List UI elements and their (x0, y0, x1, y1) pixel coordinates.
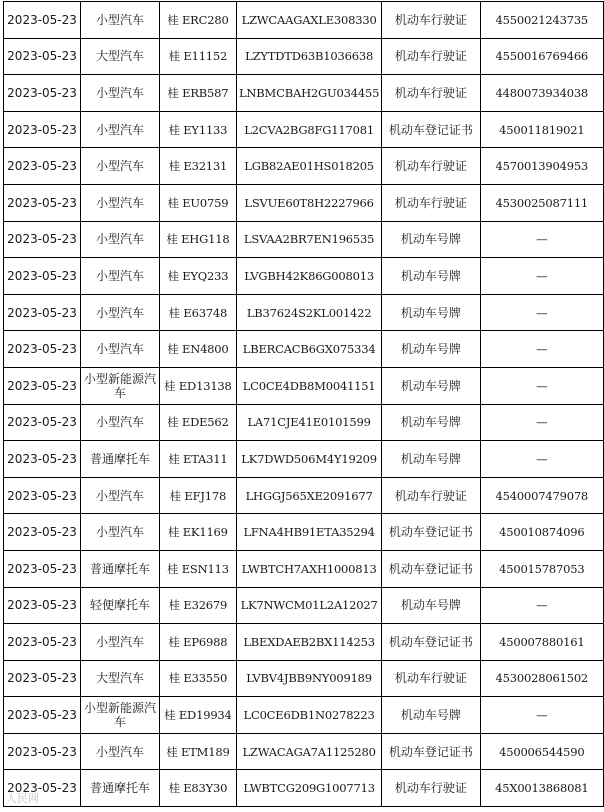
vin-cell: LVGBH42K86G008013 (237, 258, 382, 295)
table-row (4, 477, 604, 514)
date-cell: 2023-05-23 (4, 258, 81, 295)
vin-cell: LWBTCG209G1007713 (237, 770, 382, 807)
table-row (4, 148, 604, 185)
vin-cell: LSVUE60T8H2227966 (237, 184, 382, 221)
document-type-cell: 机动车行驶证 (382, 38, 480, 75)
document-number-cell: 4570013904953 (480, 148, 603, 185)
document-number-cell: 450006544590 (480, 733, 603, 770)
table-row (4, 331, 604, 368)
document-number-cell: 450011819021 (480, 111, 603, 148)
document-number-cell: — (480, 367, 603, 404)
vin-cell: LBERCACB6GX075334 (237, 331, 382, 368)
vin-cell: LK7DWD506M4Y19209 (237, 441, 382, 478)
plate-number-cell: 桂 E32679 (159, 587, 236, 624)
vehicle-type-cell: 普通摩托车 (81, 550, 160, 587)
document-number-cell: — (480, 404, 603, 441)
table-row (4, 38, 604, 75)
document-type-cell: 机动车行驶证 (382, 660, 480, 697)
date-cell: 2023-05-23 (4, 441, 81, 478)
vehicle-type-cell: 普通摩托车 (81, 441, 160, 478)
table-row (4, 441, 604, 478)
watermark-text: 人民网 (6, 792, 39, 805)
vin-cell: LGB82AE01HS018205 (237, 148, 382, 185)
vin-cell: LFNA4HB91ETA35294 (237, 514, 382, 551)
document-type-cell: 机动车号牌 (382, 697, 480, 734)
table-row (4, 660, 604, 697)
vin-cell: LB37624S2KL001422 (237, 294, 382, 331)
plate-number-cell: 桂 EU0759 (159, 184, 236, 221)
document-type-cell: 机动车行驶证 (382, 184, 480, 221)
vehicle-type-cell: 小型汽车 (81, 75, 160, 112)
vehicle-type-cell: 小型汽车 (81, 258, 160, 295)
table-row (4, 75, 604, 112)
document-number-cell: 4480073934038 (480, 75, 603, 112)
document-type-cell: 机动车号牌 (382, 258, 480, 295)
date-cell: 2023-05-23 (4, 111, 81, 148)
date-cell: 2023-05-23 (4, 184, 81, 221)
document-number-cell: — (480, 221, 603, 258)
document-number-cell: 4550016769466 (480, 38, 603, 75)
table-row (4, 184, 604, 221)
plate-number-cell: 桂 ERB587 (159, 75, 236, 112)
document-number-cell: — (480, 441, 603, 478)
plate-number-cell: 桂 E63748 (159, 294, 236, 331)
table-row (4, 221, 604, 258)
date-cell: 2023-05-23 (4, 367, 81, 404)
vin-cell: LA71CJE41E0101599 (237, 404, 382, 441)
vin-cell: LVBV4JBB9NY009189 (237, 660, 382, 697)
date-cell: 2023-05-23 (4, 477, 81, 514)
plate-number-cell: 桂 EFJ178 (159, 477, 236, 514)
vin-cell: LNBMCBAH2GU034455 (237, 75, 382, 112)
vehicle-type-cell: 小型汽车 (81, 221, 160, 258)
date-cell: 2023-05-23 (4, 770, 81, 807)
vehicle-type-cell: 小型新能源汽车 (81, 367, 160, 404)
date-cell: 2023-05-23 (4, 221, 81, 258)
date-cell: 2023-05-23 (4, 733, 81, 770)
table-row (4, 550, 604, 587)
vin-cell: LZWCAAGAXLE308330 (237, 2, 382, 39)
document-number-cell: 450015787053 (480, 550, 603, 587)
date-cell: 2023-05-23 (4, 2, 81, 39)
vin-cell: LZWACAGA7A1125280 (237, 733, 382, 770)
vehicle-type-cell: 小型汽车 (81, 477, 160, 514)
vin-cell: LWBTCH7AXH1000813 (237, 550, 382, 587)
document-number-cell: 4550021243735 (480, 2, 603, 39)
vehicle-type-cell: 轻便摩托车 (81, 587, 160, 624)
date-cell: 2023-05-23 (4, 148, 81, 185)
vin-cell: LK7NWCM01L2A12027 (237, 587, 382, 624)
date-cell: 2023-05-23 (4, 38, 81, 75)
vehicle-type-cell: 小型汽车 (81, 624, 160, 661)
plate-number-cell: 桂 ERC280 (159, 2, 236, 39)
table-row (4, 770, 604, 807)
date-cell: 2023-05-23 (4, 624, 81, 661)
document-number-cell: 4540007479078 (480, 477, 603, 514)
document-number-cell: — (480, 331, 603, 368)
vehicle-type-cell: 小型新能源汽车 (81, 697, 160, 734)
table-row (4, 404, 604, 441)
vehicle-type-cell: 小型汽车 (81, 184, 160, 221)
plate-number-cell: 桂 EK1169 (159, 514, 236, 551)
vin-cell: LSVAA2BR7EN196535 (237, 221, 382, 258)
plate-number-cell: 桂 EDE562 (159, 404, 236, 441)
table-body (4, 2, 604, 807)
plate-number-cell: 桂 ED19934 (159, 697, 236, 734)
vin-cell: LHGGJ565XE2091677 (237, 477, 382, 514)
document-type-cell: 机动车登记证书 (382, 624, 480, 661)
document-type-cell: 机动车号牌 (382, 404, 480, 441)
date-cell: 2023-05-23 (4, 587, 81, 624)
document-type-cell: 机动车登记证书 (382, 514, 480, 551)
plate-number-cell: 桂 EY1133 (159, 111, 236, 148)
document-type-cell: 机动车行驶证 (382, 770, 480, 807)
document-number-cell: — (480, 258, 603, 295)
document-type-cell: 机动车登记证书 (382, 550, 480, 587)
document-type-cell: 机动车号牌 (382, 367, 480, 404)
plate-number-cell: 桂 EN4800 (159, 331, 236, 368)
document-type-cell: 机动车行驶证 (382, 148, 480, 185)
table-row (4, 697, 604, 734)
table-row (4, 624, 604, 661)
date-cell: 2023-05-23 (4, 404, 81, 441)
document-number-cell: 450010874096 (480, 514, 603, 551)
plate-number-cell: 桂 E11152 (159, 38, 236, 75)
date-cell: 2023-05-23 (4, 514, 81, 551)
vehicle-type-cell: 小型汽车 (81, 404, 160, 441)
plate-number-cell: 桂 E83Y30 (159, 770, 236, 807)
document-number-cell: 4530025087111 (480, 184, 603, 221)
vin-cell: L2CVA2BG8FG117081 (237, 111, 382, 148)
date-cell: 2023-05-23 (4, 697, 81, 734)
document-type-cell: 机动车行驶证 (382, 477, 480, 514)
date-cell: 2023-05-23 (4, 660, 81, 697)
document-type-cell: 机动车行驶证 (382, 75, 480, 112)
date-cell: 2023-05-23 (4, 550, 81, 587)
date-cell: 2023-05-23 (4, 75, 81, 112)
table-row (4, 367, 604, 404)
document-type-cell: 机动车号牌 (382, 221, 480, 258)
vehicle-type-cell: 小型汽车 (81, 294, 160, 331)
document-number-cell: 450007880161 (480, 624, 603, 661)
plate-number-cell: 桂 ETA311 (159, 441, 236, 478)
table-row (4, 258, 604, 295)
table-row (4, 733, 604, 770)
table-row (4, 111, 604, 148)
document-number-cell: — (480, 294, 603, 331)
document-type-cell: 机动车号牌 (382, 587, 480, 624)
plate-number-cell: 桂 EYQ233 (159, 258, 236, 295)
vehicle-document-table (3, 1, 604, 807)
vehicle-type-cell: 小型汽车 (81, 514, 160, 551)
document-number-cell: — (480, 697, 603, 734)
document-type-cell: 机动车登记证书 (382, 111, 480, 148)
vin-cell: LC0CE4DB8M0041151 (237, 367, 382, 404)
table-row (4, 514, 604, 551)
vehicle-type-cell: 小型汽车 (81, 148, 160, 185)
vehicle-type-cell: 大型汽车 (81, 660, 160, 697)
vin-cell: LZYTDTD63B1036638 (237, 38, 382, 75)
plate-number-cell: 桂 E32131 (159, 148, 236, 185)
vehicle-type-cell: 小型汽车 (81, 733, 160, 770)
plate-number-cell: 桂 ETM189 (159, 733, 236, 770)
document-number-cell: 45X0013868081 (480, 770, 603, 807)
date-cell: 2023-05-23 (4, 294, 81, 331)
plate-number-cell: 桂 ESN113 (159, 550, 236, 587)
table-row (4, 2, 604, 39)
plate-number-cell: 桂 E33550 (159, 660, 236, 697)
document-type-cell: 机动车行驶证 (382, 2, 480, 39)
document-number-cell: — (480, 587, 603, 624)
document-type-cell: 机动车号牌 (382, 441, 480, 478)
document-type-cell: 机动车号牌 (382, 294, 480, 331)
document-type-cell: 机动车登记证书 (382, 733, 480, 770)
table-row (4, 294, 604, 331)
vin-cell: LBEXDAEB2BX114253 (237, 624, 382, 661)
document-number-cell: 4530028061502 (480, 660, 603, 697)
vin-cell: LC0CE6DB1N0278223 (237, 697, 382, 734)
vehicle-type-cell: 大型汽车 (81, 38, 160, 75)
date-cell: 2023-05-23 (4, 331, 81, 368)
vehicle-type-cell: 小型汽车 (81, 111, 160, 148)
plate-number-cell: 桂 ED13138 (159, 367, 236, 404)
vehicle-type-cell: 普通摩托车 (81, 770, 160, 807)
table-row (4, 587, 604, 624)
vehicle-type-cell: 小型汽车 (81, 2, 160, 39)
plate-number-cell: 桂 EHG118 (159, 221, 236, 258)
vehicle-type-cell: 小型汽车 (81, 331, 160, 368)
document-type-cell: 机动车号牌 (382, 331, 480, 368)
plate-number-cell: 桂 EP6988 (159, 624, 236, 661)
